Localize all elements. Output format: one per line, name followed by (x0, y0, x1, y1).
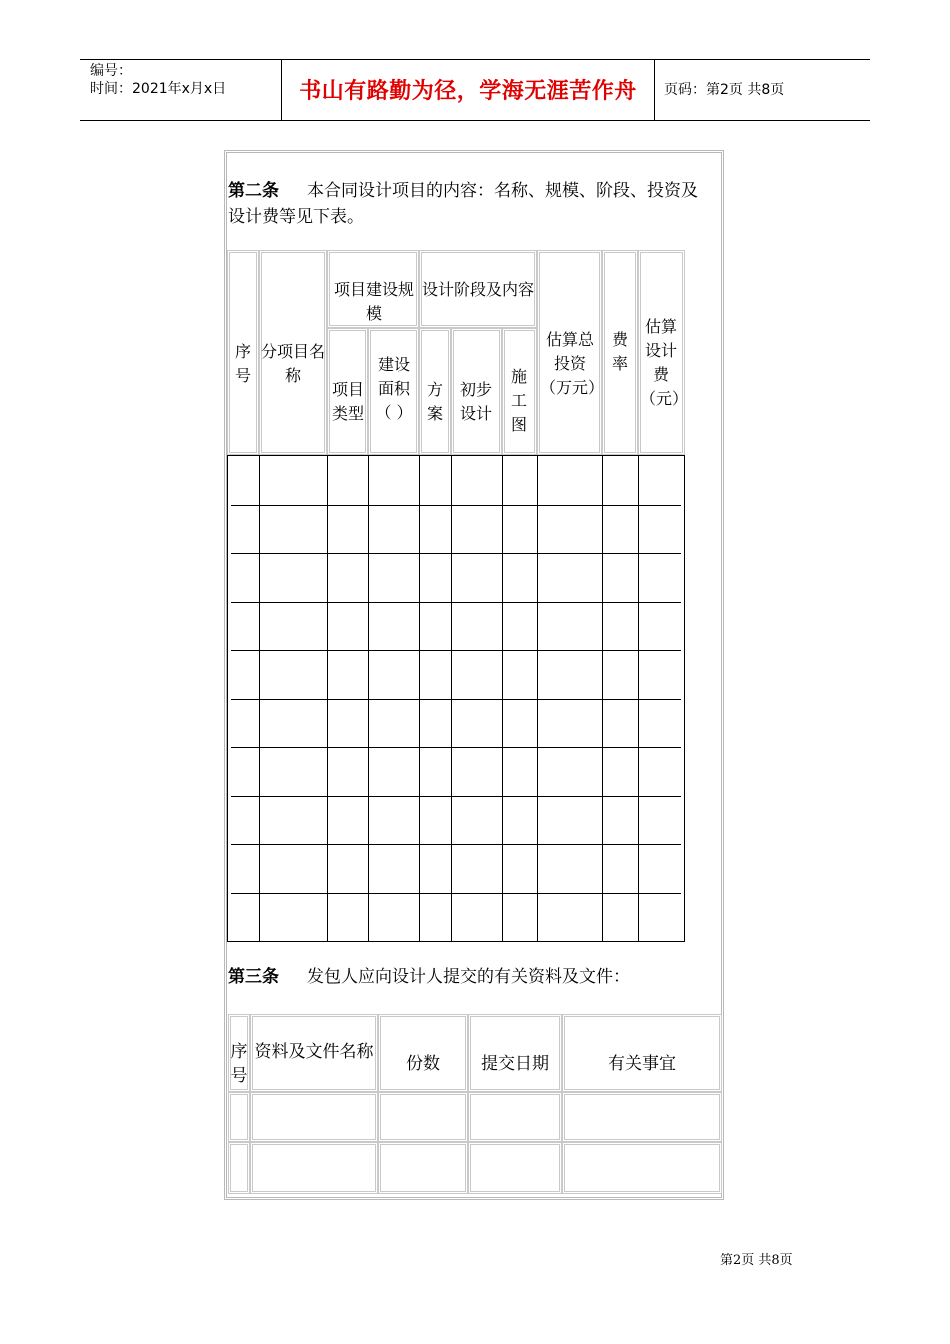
header-rate: 费率 (611, 330, 628, 373)
header-meta (90, 62, 226, 98)
row-line (231, 505, 681, 506)
table-cell (562, 1092, 722, 1142)
header-area: 建设面积（ ） (375, 355, 413, 422)
row-line (231, 747, 681, 748)
row-line (231, 699, 681, 700)
page-header (80, 59, 870, 121)
header-stage: 设计阶段及内容 (421, 280, 534, 299)
table-cell (228, 1092, 250, 1142)
table-cell (228, 1142, 250, 1194)
header-fee: 估算设计费（元） (640, 317, 689, 408)
col-line (259, 455, 260, 942)
page-footer: 第2页 共8页 (720, 1253, 793, 1268)
header-slogan: 书山有路勤为径，学海无涯苦作舟 (299, 79, 637, 104)
table-cell (468, 1142, 562, 1194)
header-invest: 估算总投资（万元） (540, 330, 605, 397)
col-line (227, 455, 228, 942)
header-scheme: 方案 (426, 380, 443, 423)
col-line (684, 455, 685, 942)
table-cell (562, 1142, 722, 1194)
header-name: 资料及文件名称 (254, 1042, 374, 1062)
design-items-table (227, 250, 689, 942)
clause-2-text-line2: 设计费等见下表。 (228, 207, 364, 227)
clause-3-text: 发包人应向设计人提交的有关资料及文件： (307, 967, 630, 987)
col-line (419, 455, 420, 942)
row-line (231, 796, 681, 797)
header-date: 提交日期 (481, 1054, 549, 1074)
row-line (227, 455, 685, 456)
table-cell (468, 1092, 562, 1142)
header-prelim: 初步设计 (459, 380, 492, 423)
table-cell (378, 1092, 468, 1142)
col-line (327, 455, 328, 942)
header-name: 分项目名称 (261, 342, 326, 385)
header-scale: 项目建设规模 (333, 280, 414, 323)
row-line (231, 844, 681, 845)
document-number-label: 编号： (90, 63, 132, 79)
col-line (502, 455, 503, 942)
header-seq: 序号 (234, 342, 251, 385)
row-line (227, 941, 685, 942)
col-line (537, 455, 538, 942)
header-construct: 施工图 (510, 367, 527, 434)
documents-table (228, 1014, 722, 1194)
header-page-info: 页码：第2页 共8页 (664, 82, 785, 98)
header-matters: 有关事宜 (608, 1054, 676, 1074)
clause-3-title: 第三条 (228, 967, 279, 987)
header-copies: 份数 (406, 1054, 440, 1074)
header-divider (654, 60, 655, 120)
col-line (638, 455, 639, 942)
clause-2 (228, 178, 724, 230)
row-line (231, 893, 681, 894)
document-time: 时间：2021年x月x日 (90, 81, 227, 97)
header-seq: 序号 (230, 1042, 248, 1086)
row-line (231, 602, 681, 603)
clause-2-text-line1: 本合同设计项目的内容：名称、规模、阶段、投资及 (307, 181, 698, 201)
table-cell (250, 1092, 378, 1142)
clause-3 (228, 964, 724, 990)
row-line (231, 553, 681, 554)
table-cell (250, 1142, 378, 1194)
col-line (451, 455, 452, 942)
header-type: 项目类型 (331, 380, 364, 423)
col-line (602, 455, 603, 942)
table-cell (378, 1142, 468, 1194)
clause-2-title: 第二条 (228, 181, 279, 201)
row-line (231, 650, 681, 651)
col-line (368, 455, 369, 942)
